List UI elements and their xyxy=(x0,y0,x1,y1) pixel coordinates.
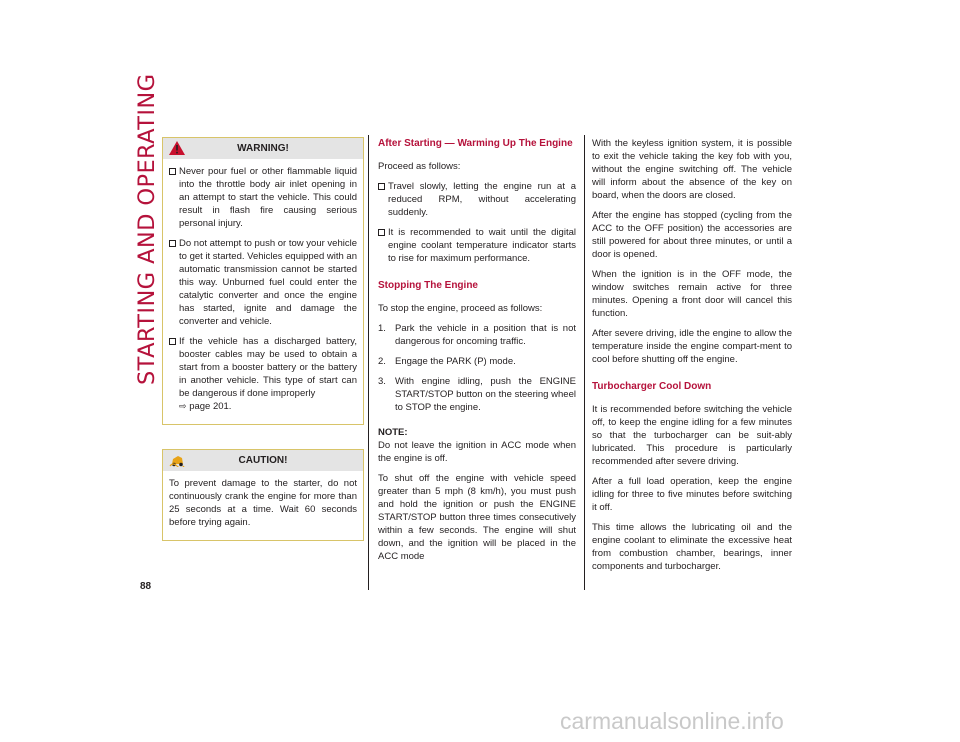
column-1 xyxy=(162,137,364,541)
bullet-square-icon xyxy=(378,183,385,190)
heading-stopping-engine: Stopping The Engine xyxy=(378,280,478,291)
step-number: 2. xyxy=(378,356,386,367)
caution-title: CAUTION! xyxy=(238,455,288,466)
warning-triangle-icon xyxy=(169,141,185,155)
paragraph: It is recommended before switching the vehicle off, to keep the engine idling for a few minutes so that the turbocharger can be suit-ably lubricated. This procedure is particularly recommended after severe driving. xyxy=(592,404,792,467)
heading-warming-up: After Starting — Warming Up The Engine xyxy=(378,138,573,149)
paragraph: After a full load operation, keep the engine idling for three to five minutes before switching it off. xyxy=(592,476,792,513)
intro-paragraph: To stop the engine, proceed as follows: xyxy=(378,303,543,314)
note-label: NOTE: xyxy=(378,427,408,438)
step-text: With engine idling, push the ENGINE START/STOP button on the steering wheel to STOP the engine. xyxy=(395,376,576,413)
warning-list xyxy=(169,165,357,413)
list-item-text: It is recommended to wait until the digital engine coolant temperature indicator starts to rise for maximum performance. xyxy=(388,227,576,264)
caution-car-icon xyxy=(169,453,185,467)
list-item xyxy=(378,355,576,368)
step-text: Park the vehicle in a position that is not dangerous for oncoming traffic. xyxy=(395,323,576,347)
arrow-right-icon: ⇨ xyxy=(179,401,187,411)
warming-up-list xyxy=(378,180,576,265)
list-item-text: If the vehicle has a discharged battery, booster cables may be used to obtain a start from a booster battery or the battery in another vehicle. This type of start can be dangerous if done improperly xyxy=(179,336,357,399)
column-2 xyxy=(378,137,576,570)
caution-box xyxy=(162,449,364,541)
caution-header xyxy=(163,450,363,471)
step-text: Engage the PARK (P) mode. xyxy=(395,356,516,367)
column-divider xyxy=(368,135,369,590)
list-item xyxy=(378,375,576,414)
column-3 xyxy=(592,137,792,580)
stopping-steps-list xyxy=(378,322,576,414)
note xyxy=(378,426,576,465)
bullet-square-icon xyxy=(169,168,176,175)
warning-box xyxy=(162,137,364,425)
page-number: 88 xyxy=(140,581,152,592)
warning-title: WARNING! xyxy=(237,143,289,154)
list-item xyxy=(169,335,357,413)
intro-paragraph: Proceed as follows: xyxy=(378,161,461,172)
page-reference-link[interactable]: page 201. xyxy=(189,401,232,412)
list-item xyxy=(378,226,576,265)
section-side-title-text: STARTING AND OPERATING xyxy=(134,73,160,385)
paragraph: When the ignition is in the OFF mode, the window switches remain active for three minutes. Opening a front door will cancel this function. xyxy=(592,269,792,319)
bullet-square-icon xyxy=(378,229,385,236)
list-item xyxy=(378,322,576,348)
step-number: 1. xyxy=(378,323,386,334)
column-divider xyxy=(584,135,585,590)
caution-text: To prevent damage to the starter, do not continuously crank the engine for more than 25 seconds at a time. Wait 60 seconds before trying again. xyxy=(169,478,357,528)
bullet-square-icon xyxy=(169,338,176,345)
step-number: 3. xyxy=(378,376,386,387)
note-text: Do not leave the ignition in ACC mode when the engine is off. xyxy=(378,440,576,464)
list-item-text: Travel slowly, letting the engine run at a reduced RPM, without accelerating suddenly. xyxy=(388,181,576,218)
heading-turbocharger: Turbocharger Cool Down xyxy=(592,381,712,392)
paragraph: After severe driving, idle the engine to allow the temperature inside the engine compart-ment to cool before shutting off the engine. xyxy=(592,328,792,365)
list-item-text: Do not attempt to push or tow your vehicle to get it started. Vehicles equipped with an automatic transmission cannot be started this way. Unburned fuel could enter the catalytic converter and once the engine has started, ignite and damage the converter and vehicle. xyxy=(179,238,357,327)
list-item xyxy=(378,180,576,219)
paragraph: After the engine has stopped (cycling from the ACC to the OFF position) the accessories are still powered for about three minutes, or until a door is opened. xyxy=(592,210,792,260)
paragraph: To shut off the engine with vehicle speed greater than 5 mph (8 km/h), you must push and hold the ignition or push the ENGINE START/STOP button three times consecutively within a few seconds. The engine will shut down, and the ignition will be placed in the ACC mode xyxy=(378,473,576,562)
section-side-title xyxy=(134,73,160,405)
paragraph: With the keyless ignition system, it is possible to exit the vehicle taking the key fob with you, without the engine switching off. The vehicle will inform about the absence of the key on board, when the doors are closed. xyxy=(592,138,792,201)
watermark: carmanualsonline.info xyxy=(560,708,784,734)
list-item-text: Never pour fuel or other flammable liquid into the throttle body air inlet opening in an attempt to start the vehicle. This could result in flash fire causing serious personal injury. xyxy=(179,166,357,229)
paragraph: This time allows the lubricating oil and the engine coolant to eliminate the excessive heat from combustion chamber, bearings, inner components and turbocharger. xyxy=(592,522,792,572)
list-item xyxy=(169,165,357,230)
warning-header xyxy=(163,138,363,159)
bullet-square-icon xyxy=(169,240,176,247)
list-item xyxy=(169,237,357,328)
